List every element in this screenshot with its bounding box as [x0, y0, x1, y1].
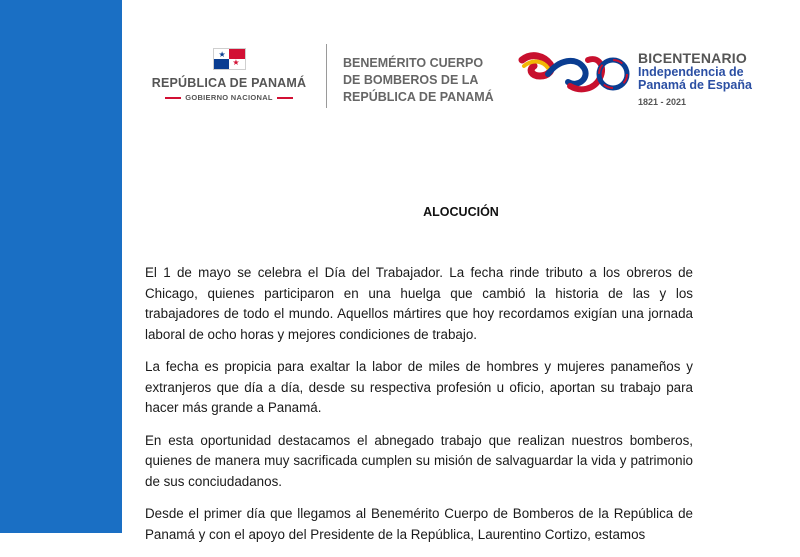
government-subtitle: GOBIERNO NACIONAL: [185, 93, 273, 102]
bicentenario-emblem-icon: [518, 46, 638, 102]
bicentenario-title: BICENTENARIO: [638, 50, 747, 66]
bicentenario-line-2: Panamá de España: [638, 78, 752, 92]
left-blue-bar: [0, 0, 122, 533]
document-title: ALOCUCIÓN: [423, 205, 499, 219]
paragraph: La fecha es propicia para exaltar la labor de miles de hombres y mujeres panameños y extranjeros que día a día, desde su respectiva profesión u oficio, aportan su trabajo para hacer más grande a Panamá.: [145, 359, 693, 415]
institution-line: DE BOMBEROS DE LA: [343, 73, 479, 87]
paragraph: En esta oportunidad destacamos el abnegado trabajo que realizan nuestros bomberos, quienes de manera muy sacrificada cumplen su misión de salvaguardar la vida y patrimonio de sus conciudadanos.: [145, 432, 693, 489]
institution-line: REPÚBLICA DE PANAMÁ: [343, 90, 494, 104]
institution-name: [343, 55, 533, 106]
document-body: [145, 263, 693, 557]
government-logo: [148, 48, 310, 102]
bicentenario-years: 1821 - 2021: [638, 97, 687, 107]
header-divider: [326, 44, 327, 108]
paragraph: Desde el primer día que llegamos al Benemérito Cuerpo de Bomberos de la República de Panamá y con el apoyo del Presidente de la República, Laurentino Cortizo, estamos: [145, 506, 693, 542]
government-name: REPÚBLICA DE PANAMÁ: [151, 76, 307, 90]
bicentenario-logo: [638, 51, 798, 107]
panama-flag-icon: ★ ★: [213, 48, 246, 70]
bicentenario-line-1: Independencia de: [638, 65, 744, 79]
institution-line: BENEMÉRITO CUERPO: [343, 56, 484, 70]
paragraph: El 1 de mayo se celebra el Día del Trabajador. La fecha rinde tributo a los obreros de Chicago, quienes participaron en una huelga que cambió la historia de las y los trabajadores de todo el mundo. Aquellos mártires que hoy recordamos exigían una jornada laboral de ocho horas y mejores condiciones de trabajo.: [145, 265, 693, 342]
